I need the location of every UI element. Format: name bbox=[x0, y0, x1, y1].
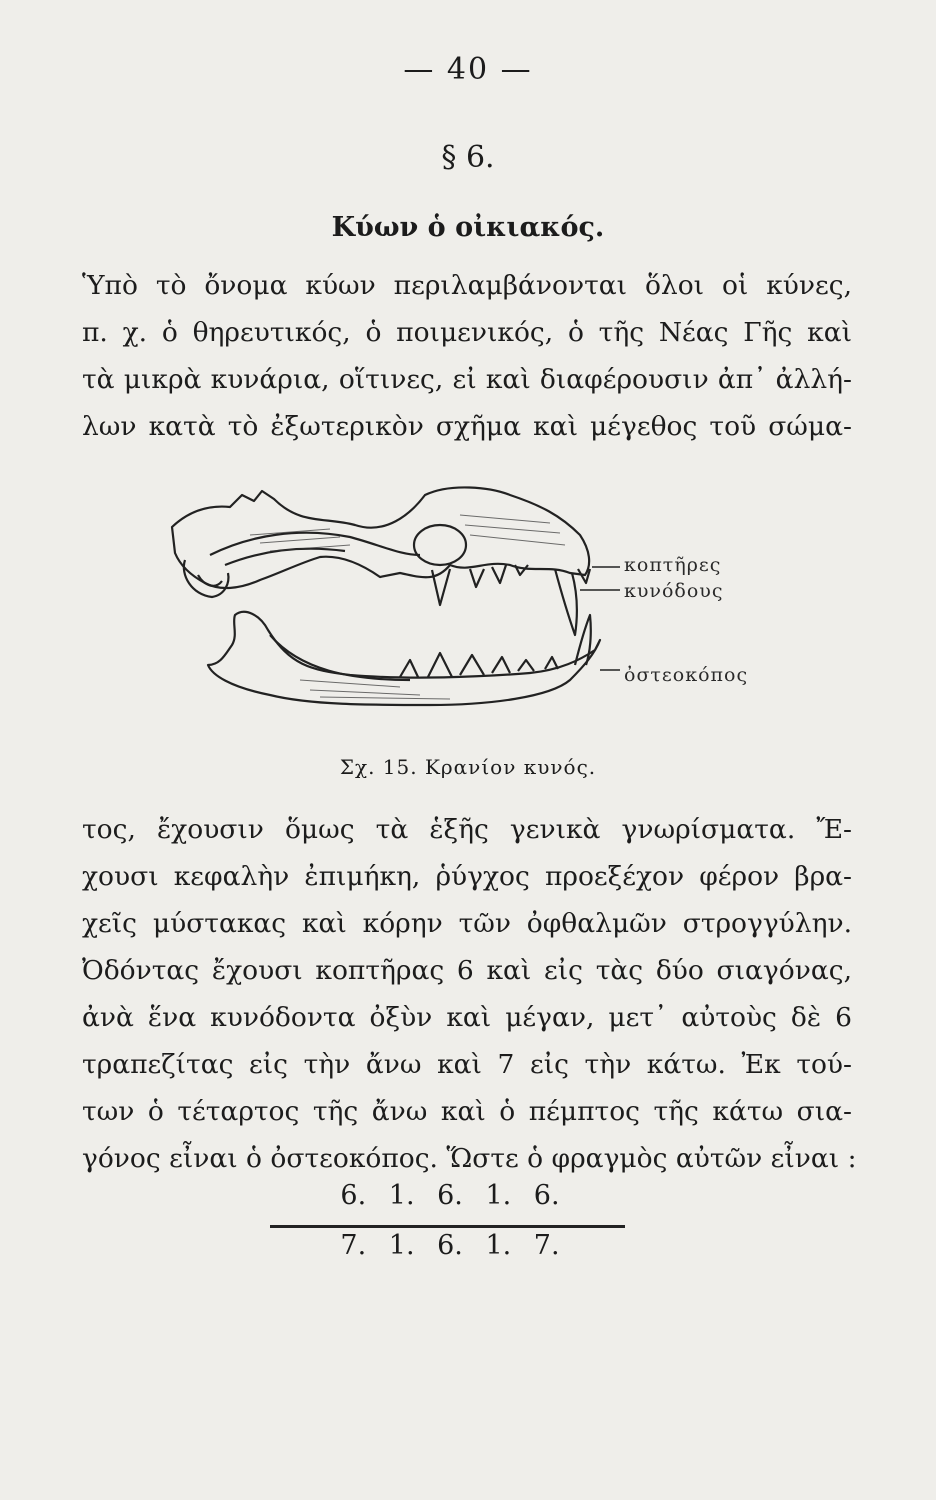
page-number: — 40 — bbox=[403, 52, 533, 87]
figure-label-carnassial: ὀστεοκόπος bbox=[624, 664, 749, 686]
text-line: ἀνὰ ἕνα κυνόδοντα ὀξὺν καὶ μέγαν, μετ᾽ αὐτοὺς δὲ 6 bbox=[82, 1002, 852, 1033]
dental-formula-lower: 7. 1. 6. 1. 7. bbox=[340, 1230, 560, 1261]
paragraph-description bbox=[82, 806, 857, 1182]
section-title: Κύων ὁ οἰκιακός. bbox=[331, 212, 605, 243]
dental-formula-upper: 6. 1. 6. 1. 6. bbox=[340, 1180, 560, 1211]
text-line: τὰ μικρὰ κυνάρια, οἵτινες, εἰ καὶ διαφέρουσιν ἀπ᾽ ἀλλή- bbox=[82, 364, 852, 395]
text-line: τραπεζίτας εἰς τὴν ἄνω καὶ 7 εἰς τὴν κάτω. Ἐκ τού- bbox=[82, 1049, 852, 1080]
text-line: π. χ. ὁ θηρευτικός, ὁ ποιμενικός, ὁ τῆς Νέας Γῆς καὶ bbox=[82, 317, 852, 348]
paragraph-intro bbox=[82, 262, 852, 450]
text-line: Ὀδόντας ἔχουσι κοπτῆρας 6 καὶ εἰς τὰς δύο σιαγόνας, bbox=[82, 955, 852, 986]
text-line: των ὁ τέταρτος τῆς ἄνω καὶ ὁ πέμπτος τῆς κάτω σια- bbox=[82, 1096, 852, 1127]
text-line: Ὑπὸ τὸ ὄνομα κύων περιλαμβάνονται ὅλοι οἱ κύνες, bbox=[82, 270, 852, 301]
formula-divider bbox=[270, 1225, 625, 1228]
text-line: τος, ἔχουσιν ὅμως τὰ ἑξῆς γενικὰ γνωρίσματα. Ἔ- bbox=[82, 814, 852, 845]
text-line: γόνος εἶναι ὁ ὀστεοκόπος. Ὥστε ὁ φραγμὸς αὐτῶν εἶναι : bbox=[82, 1143, 857, 1174]
section-number: § 6. bbox=[441, 140, 495, 175]
text-line: χεῖς μύστακας καὶ κόρην τῶν ὀφθαλμῶν στρογγύλην. bbox=[82, 908, 852, 939]
figure-caption: Σχ. 15. Κρανίον κυνός. bbox=[339, 755, 597, 779]
text-line: λων κατὰ τὸ ἐξωτερικὸν σχῆμα καὶ μέγεθος τοῦ σώμα- bbox=[82, 411, 852, 442]
text-line: χουσι κεφαλὴν ἐπιμήκη, ῥύγχος προεξέχον φέρον βρα- bbox=[82, 861, 852, 892]
figure-label-canine: κυνόδους bbox=[624, 580, 724, 602]
figure-label-incisors: κοπτῆρες bbox=[624, 554, 722, 576]
